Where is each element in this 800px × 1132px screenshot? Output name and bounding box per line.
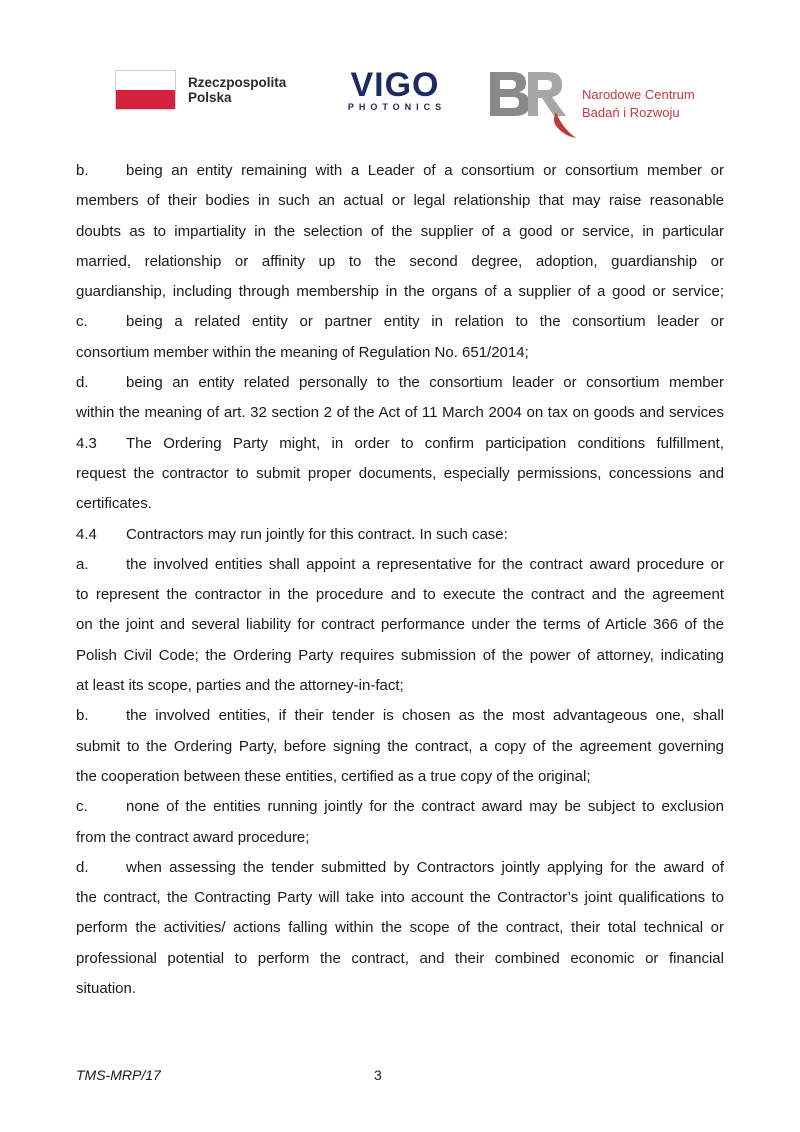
line-text: The Ordering Party might, in order to confirm participation conditions fulfillment, — [126, 434, 724, 452]
line-text: Polish Civil Code; the Ordering Party requires submission of the power of attorney, indicating — [76, 646, 724, 664]
paragraph-line — [76, 641, 724, 671]
line-text: the involved entities, if their tender is chosen as the most advantageous one, shall — [126, 707, 724, 725]
list-marker: a. — [76, 555, 89, 573]
line-text: being a related entity or partner entity in relation to the consortium leader or — [126, 313, 724, 331]
list-marker: d. — [76, 374, 89, 392]
paragraph-line — [76, 489, 724, 519]
line-text: guardianship, including through membership in the organs of a supplier of a good or service; — [76, 283, 724, 301]
paragraph-line — [76, 944, 724, 974]
list-marker: c. — [76, 798, 88, 816]
paragraph-line — [76, 883, 724, 913]
paragraph-line — [76, 974, 724, 1004]
rzeczpospolita-polska-logo — [115, 70, 295, 112]
paragraph-line — [76, 247, 724, 277]
paragraph-line — [76, 338, 724, 368]
line-text: being an entity related personally to the consortium leader or consortium member — [126, 374, 724, 392]
line-text: being an entity remaining with a Leader of a consortium or consortium member or — [126, 162, 724, 179]
list-item-line — [76, 429, 724, 459]
paragraph-line — [76, 186, 724, 216]
list-item-line — [76, 307, 724, 337]
line-text: on the joint and several liability for contract performance under the terms of Article 366 of the — [76, 616, 724, 634]
line-text: perform the activities/ actions falling within the scope of the contract, their total technical or — [76, 919, 724, 937]
line-text: at least its scope, parties and the attorney-in-fact; — [76, 677, 404, 695]
list-marker: d. — [76, 858, 89, 876]
list-marker: b. — [76, 162, 89, 179]
list-marker: c. — [76, 313, 88, 331]
list-item-line — [76, 368, 724, 398]
line-text: professional potential to perform the contract, and their combined economic or financial — [76, 949, 724, 967]
list-marker: 4.3 — [76, 434, 97, 452]
line-text: when assessing the tender submitted by Contractors jointly applying for the award of — [126, 858, 724, 876]
line-text: situation. — [76, 980, 137, 998]
paragraph-line — [76, 580, 724, 610]
logo-text-line1: Rzeczpospolita — [188, 75, 287, 90]
paragraph-line — [76, 671, 724, 701]
paragraph-line — [76, 762, 724, 792]
ncbr-br-mark-icon — [486, 66, 576, 142]
page-number: 3 — [374, 1067, 382, 1083]
photonics-wordmark: PHOTONICS — [347, 102, 447, 112]
line-text: to represent the contractor in the procedure and to execute the contract and the agreement — [76, 586, 724, 604]
polish-flag-icon — [115, 70, 176, 110]
logo-text-line2: Polska — [188, 90, 232, 105]
paragraph-line — [76, 398, 724, 428]
line-text: request the contractor to submit proper documents, especially permissions, concessions and — [76, 464, 724, 482]
line-text: Contractors may run jointly for this contract. In such case: — [126, 525, 508, 543]
vigo-photonics-logo — [336, 68, 454, 116]
list-item-line — [76, 156, 724, 186]
paragraph-line — [76, 823, 724, 853]
vigo-wordmark: VIGO — [350, 66, 440, 104]
line-text: none of the entities running jointly for the contract award may be subject to exclusion — [126, 798, 724, 816]
line-text: members of their bodies in such an actual or legal relationship that may raise reasonable — [76, 192, 724, 210]
list-item-line — [76, 853, 724, 883]
ncbr-logo — [486, 66, 696, 142]
paragraph-line — [76, 459, 724, 489]
ncbr-text-line1: Narodowe Centrum — [582, 87, 695, 102]
list-marker: b. — [76, 707, 89, 725]
line-text: doubts as to impartiality in the selection of the supplier of a good or service, in particular — [76, 222, 724, 240]
line-text: the contract, the Contracting Party will take into account the Contractor’s joint qualifications to — [76, 889, 724, 907]
paragraph-line — [76, 913, 724, 943]
list-marker: 4.4 — [76, 525, 97, 543]
paragraph-line — [76, 610, 724, 640]
document-reference: TMS-MRP/17 — [76, 1067, 161, 1083]
line-text: within the meaning of art. 32 section 2 of the Act of 11 March 2004 on tax on goods and services — [76, 404, 724, 422]
list-item-line — [76, 701, 724, 731]
line-text: the cooperation between these entities, certified as a true copy of the original; — [76, 767, 591, 785]
list-item-line — [76, 520, 724, 550]
list-item-line — [76, 550, 724, 580]
line-text: consortium member within the meaning of Regulation No. 651/2014; — [76, 343, 529, 361]
line-text: submit to the Ordering Party, before signing the contract, a copy of the agreement governing — [76, 737, 724, 755]
document-body — [76, 156, 724, 1004]
line-text: from the contract award procedure; — [76, 828, 310, 846]
paragraph-line — [76, 277, 724, 307]
list-item-line — [76, 792, 724, 822]
ncbr-text-line2: Badań i Rozwoju — [582, 105, 680, 120]
line-text: married, relationship or affinity up to the second degree, adoption, guardianship or — [76, 252, 724, 270]
line-text: certificates. — [76, 495, 152, 513]
paragraph-line — [76, 217, 724, 247]
paragraph-line — [76, 732, 724, 762]
line-text: the involved entities shall appoint a representative for the contract award procedure or — [126, 555, 724, 573]
